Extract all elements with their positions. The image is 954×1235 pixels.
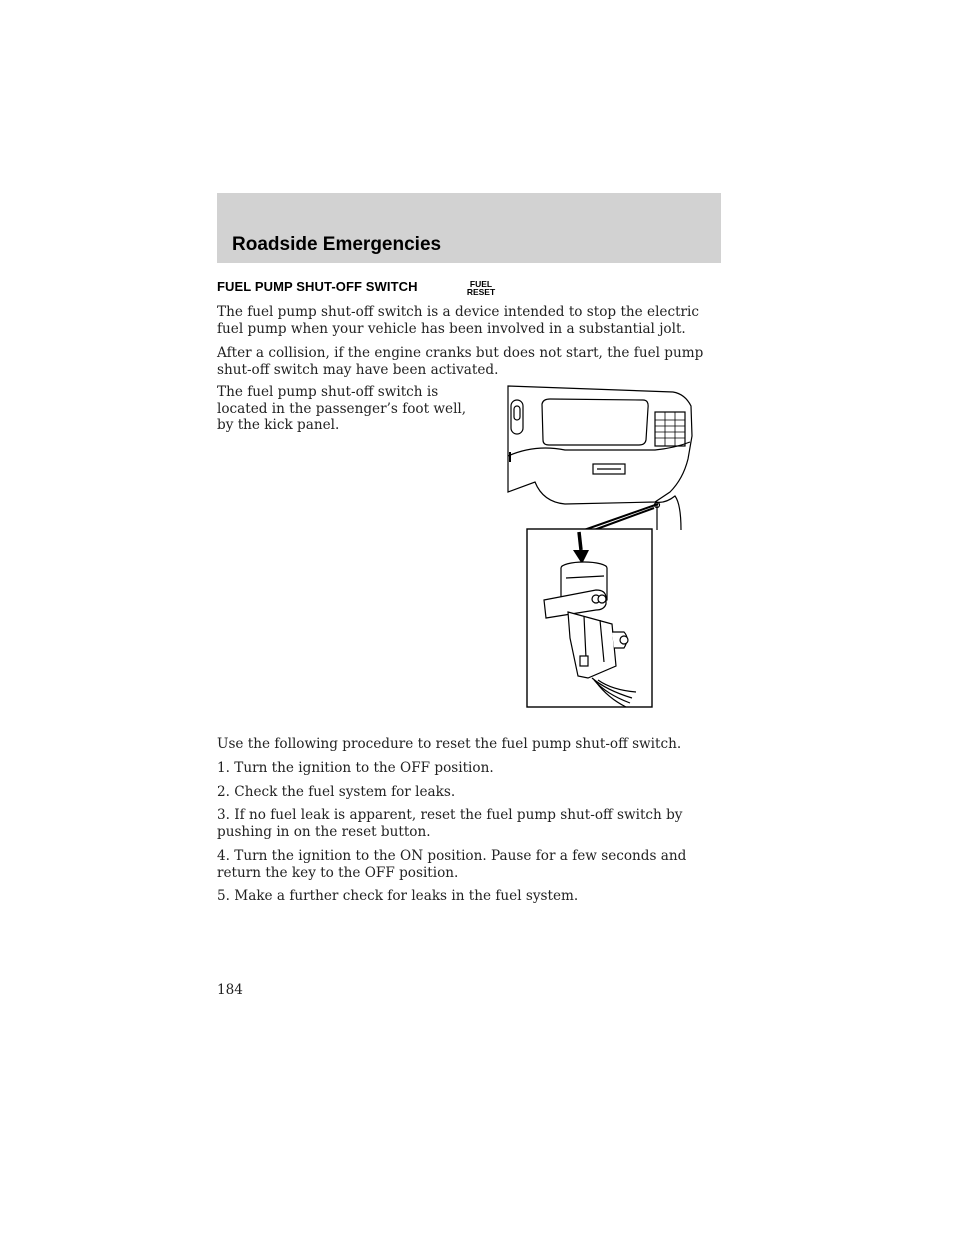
step-1: 1. Turn the ignition to the OFF position. [217, 760, 494, 776]
step-3: 3. If no fuel leak is apparent, reset the fuel pump shut-off switch by pushing in on the reset button. [217, 807, 683, 840]
fuel-reset-icon [464, 280, 498, 296]
switch-detail-illustration [526, 528, 654, 709]
step-5: 5. Make a further check for leaks in the fuel system. [217, 888, 579, 904]
location-paragraph: The fuel pump shut-off switch is located in the passenger’s foot well, by the kick panel. [217, 384, 467, 433]
page-number: 184 [217, 982, 243, 998]
section-heading: FUEL PUMP SHUT-OFF SWITCH [217, 279, 418, 294]
step-4: 4. Turn the ignition to the ON position. Pause for a few seconds and return the key to the OFF position. [217, 848, 687, 881]
intro-paragraph: The fuel pump shut-off switch is a device intended to stop the electric fuel pump when your vehicle has been involved in a substantial jolt. [217, 304, 700, 337]
page-title: Roadside Emergencies [232, 234, 442, 255]
fuel-reset-icon-line1: FUEL [469, 279, 493, 289]
fuel-reset-icon-line2: RESET [466, 287, 496, 297]
collision-paragraph: After a collision, if the engine cranks but does not start, the fuel pump shut-off switch may have been activated. [217, 345, 704, 378]
section-header-band [217, 193, 721, 263]
procedure-intro-paragraph: Use the following procedure to reset the fuel pump shut-off switch. [217, 736, 682, 752]
step-2: 2. Check the fuel system for leaks. [217, 784, 456, 800]
